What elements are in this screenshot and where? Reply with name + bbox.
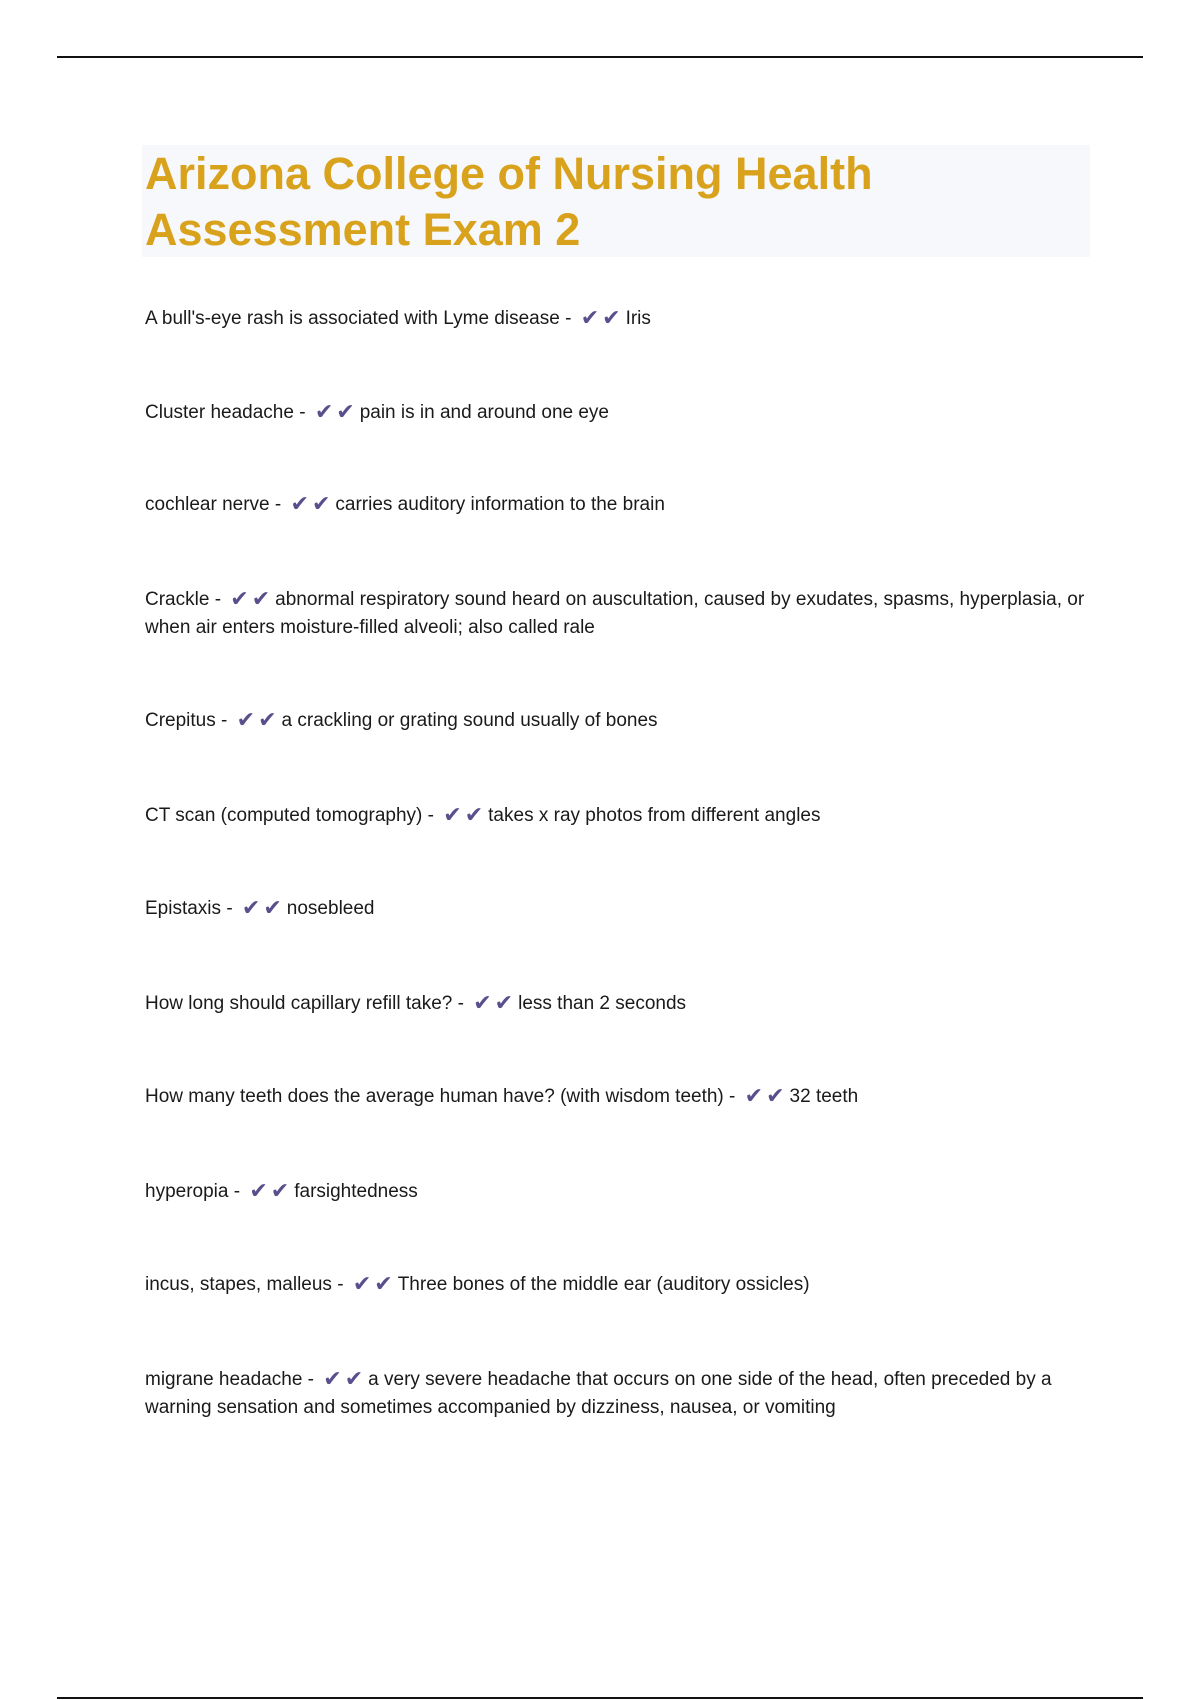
double-check-icon xyxy=(473,990,516,1018)
entry-definition: 32 teeth xyxy=(789,1086,859,1107)
list-item xyxy=(145,707,1085,735)
entry-term: hyperopia xyxy=(145,1181,229,1202)
check-mark-icon: ✔ xyxy=(336,400,355,425)
entry-separator: - xyxy=(214,589,222,610)
double-check-icon xyxy=(353,1271,396,1299)
double-check-icon xyxy=(242,895,285,923)
check-mark-icon: ✔ xyxy=(344,1367,364,1392)
double-check-icon xyxy=(443,802,486,830)
check-mark-icon: ✔ xyxy=(249,1179,268,1204)
double-check-icon xyxy=(291,491,334,519)
check-mark-icon: ✔ xyxy=(230,587,249,612)
entry-definition: takes x ray photos from different angles xyxy=(488,805,821,826)
double-check-icon xyxy=(745,1083,788,1111)
entry-term: CT scan (computed tomography) xyxy=(145,805,423,826)
check-mark-icon: ✔ xyxy=(290,492,309,517)
list-item xyxy=(145,1083,1085,1111)
entry-term: Crepitus xyxy=(145,710,216,731)
entry-term: How many teeth does the average human have? (with wisdom teeth) xyxy=(145,1086,724,1107)
entry-term: incus, stapes, malleus xyxy=(145,1274,332,1295)
list-item xyxy=(145,491,1085,519)
entry-separator: - xyxy=(233,1181,241,1202)
entry-separator: - xyxy=(226,898,233,919)
entry-separator: - xyxy=(729,1086,736,1107)
list-item xyxy=(145,895,1085,923)
entry-term: How long should capillary refill take? xyxy=(145,993,453,1014)
check-mark-icon: ✔ xyxy=(263,896,282,921)
list-item xyxy=(145,305,1085,333)
check-mark-icon: ✔ xyxy=(602,306,621,331)
entry-term: migrane headache xyxy=(145,1369,303,1390)
check-mark-icon: ✔ xyxy=(464,803,484,828)
check-mark-icon: ✔ xyxy=(352,1272,372,1297)
entry-separator: - xyxy=(299,402,306,423)
document-title: Arizona College of Nursing Health Assessment Exam 2 xyxy=(145,148,873,255)
list-item xyxy=(145,586,1085,642)
double-check-icon xyxy=(581,305,624,333)
entry-definition: farsightedness xyxy=(294,1181,418,1202)
entry-separator: - xyxy=(457,993,464,1014)
double-check-icon xyxy=(249,1178,292,1206)
check-mark-icon: ✔ xyxy=(270,1179,290,1204)
entry-definition: Iris xyxy=(625,308,651,329)
double-check-icon xyxy=(315,399,358,427)
entry-term: cochlear nerve xyxy=(145,494,270,515)
check-mark-icon: ✔ xyxy=(374,1272,393,1297)
entry-definition: carries auditory information to the brain xyxy=(335,494,665,515)
top-rule xyxy=(57,56,1143,58)
entry-term: A bull's-eye rash is associated with Lyme disease xyxy=(145,308,560,329)
check-mark-icon: ✔ xyxy=(314,400,334,425)
entry-term: Epistaxis xyxy=(145,898,222,919)
entry-separator: - xyxy=(274,494,282,515)
entry-definition: pain is in and around one eye xyxy=(359,402,610,423)
list-item xyxy=(145,802,1085,830)
check-mark-icon: ✔ xyxy=(580,306,600,331)
list-item xyxy=(145,990,1085,1018)
check-mark-icon: ✔ xyxy=(251,587,271,612)
double-check-icon xyxy=(323,1366,366,1394)
check-mark-icon: ✔ xyxy=(766,1084,785,1109)
check-mark-icon: ✔ xyxy=(443,803,462,828)
entry-definition: less than 2 seconds xyxy=(518,993,687,1014)
entry-separator: - xyxy=(565,308,572,329)
entry-definition: a crackling or grating sound usually of bones xyxy=(281,710,658,731)
check-mark-icon: ✔ xyxy=(494,991,514,1016)
entry-separator: - xyxy=(221,710,228,731)
check-mark-icon: ✔ xyxy=(236,708,256,733)
entry-separator: - xyxy=(427,805,434,826)
entry-definition: Three bones of the middle ear (auditory ossicles) xyxy=(397,1274,810,1295)
check-mark-icon: ✔ xyxy=(311,492,331,517)
check-mark-icon: ✔ xyxy=(258,708,277,733)
list-item xyxy=(145,1366,1085,1422)
entry-separator: - xyxy=(307,1369,314,1390)
check-mark-icon: ✔ xyxy=(323,1367,342,1392)
list-item xyxy=(145,1178,1085,1206)
list-item xyxy=(145,1271,1085,1299)
entry-term: Cluster headache xyxy=(145,402,294,423)
entry-definition: a very severe headache that occurs on one side of the head, often preceded by a warning sensation and sometimes accompanied by dizziness, nausea, or vomiting xyxy=(145,1369,1052,1418)
check-mark-icon: ✔ xyxy=(473,991,492,1016)
list-item xyxy=(145,399,1085,427)
double-check-icon xyxy=(230,586,273,614)
entry-definition: nosebleed xyxy=(286,898,375,919)
entry-separator: - xyxy=(337,1274,344,1295)
bottom-rule xyxy=(57,1697,1143,1699)
entry-definition: abnormal respiratory sound heard on auscultation, caused by exudates, spasms, hyperplasia, or when air enters moisture-filled alveoli; also called rale xyxy=(145,589,1085,638)
check-mark-icon: ✔ xyxy=(241,896,261,921)
check-mark-icon: ✔ xyxy=(744,1084,764,1109)
entry-term: Crackle xyxy=(145,589,210,610)
double-check-icon xyxy=(237,707,280,735)
